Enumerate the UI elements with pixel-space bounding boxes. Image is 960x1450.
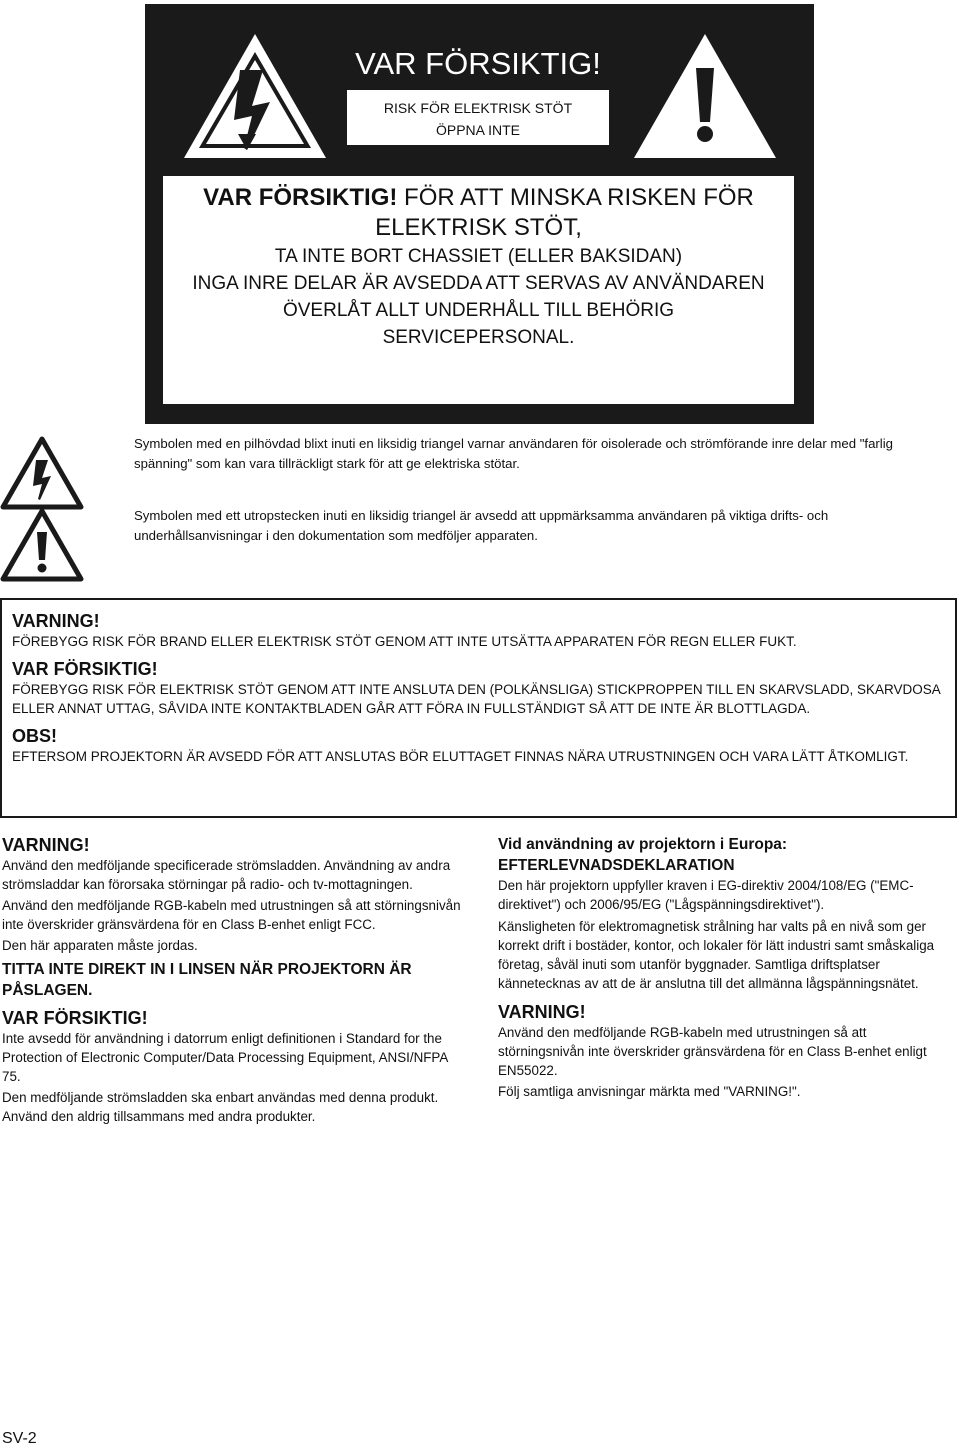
left-heading-caution: VAR FÖRSIKTIG! [2,1008,148,1028]
left-heading-warning: VARNING! [2,835,90,855]
lightning-symbol-description: Symbolen med en pilhövdad blixt inuti en liksidig triangel varnar användaren för oisolerade och strömförande inre delar med "farlig spänning" som kan vara tillräckligt stark för att ge elektriska stötar. [134,436,893,471]
left-paragraph-4: Inte avsedd för användning i datorrum enligt definitionen i Standard for the Protection of Electronic Computer/Data Processing Equipment, ANSI/NFPA 75. [2,1031,448,1084]
left-heading-lens: TITTA INTE DIREKT IN I LINSEN NÄR PROJEKTORN ÄR PÅSLAGEN. [2,961,412,999]
page-number: SV-2 [2,1430,37,1447]
right-heading-declaration: EFTERLEVNADSDEKLARATION [498,857,735,874]
left-paragraph-2: Använd den medföljande RGB-kabeln med utrustningen så att störningsnivån inte överskrider gränsvärdena för en Class B-enhet enligt FCC. [2,898,461,932]
right-heading-warning: VARNING! [498,1002,586,1022]
caution-line-1: FÖR ATT MINSKA RISKEN FÖR [397,184,754,211]
right-paragraph-2: Känsligheten för elektromagnetisk strålning har valts på en nivå som ger korrekt drift i bostäder, kontor, och lokaler för lätt industri samt småskaliga företag, såväl inuti som utanför byggnader. Samtliga driftsplatser kännetecknas av att de är anslutna till det allmänna lågspänningsnätet. [498,919,935,991]
label-line-2: ÖPPNA INTE [435,122,521,138]
left-paragraph-3: Den här apparaten måste jordas. [2,938,198,953]
caution-text [163,183,794,351]
frame-heading-caution: VAR FÖRSIKTIG! [12,658,158,679]
caution-line-6: SERVICEPERSONAL. [382,327,575,348]
warning-frame-content [12,610,942,766]
left-paragraph-1: Använd den medföljande specificerade strömsladden. Användning av andra strömsladdar kan förorsaka störningar på radio- och tv-mottagningen. [2,858,451,892]
label-title: VAR FÖRSIKTIG! [347,38,609,90]
frame-heading-warning: VARNING! [12,611,100,631]
frame-text-warning: FÖREBYGG RISK FÖR BRAND ELLER ELEKTRISK STÖT GENOM ATT INTE UTSÄTTA APPARATEN FÖR REGN ELLER FUKT. [12,634,797,649]
lightning-warning-icon [180,30,330,162]
right-paragraph-1: Den här projektorn uppfyller kraven i EG-direktiv 2004/108/EG ("EMC-direktivet") och 2006/95/EG ("Lågspänningsdirektivet"). [498,878,914,912]
caution-bold: VAR FÖRSIKTIG! [203,184,398,211]
left-paragraph-5: Den medföljande strömsladden ska enbart användas med denna produkt. Använd den aldrig tillsammans med andra produkter. [2,1090,439,1124]
frame-text-caution: FÖREBYGG RISK FÖR ELEKTRISK STÖT GENOM ATT INTE ANSLUTA DEN (POLKÄNSLIGA) STICKPROPPEN TILL EN SKARVSLADD, SKARVDOSA ELLER ANNAT UTTAG, SÅVIDA INTE KONTAKTBLADEN GÅR ATT FÖRA IN FULLSTÄNDIGT SÅ ATT DE INTE ÄR BLOTTLAGDA. [12,681,940,716]
frame-heading-note: OBS! [12,725,57,746]
caution-line-4: INGA INRE DELAR ÄR AVSEDDA ATT SERVAS AV ANVÄNDAREN [192,273,765,294]
exclamation-symbol-description: Symbolen med ett utropstecken inuti en liksidig triangel är avsedd att uppmärksamma användaren på viktiga drifts- och underhållsanvisningar i den dokumentation som medföljer apparaten. [134,508,829,543]
frame-text-note: EFTERSOM PROJEKTORN ÄR AVSEDD FÖR ATT ANSLUTAS BÖR ELUTTAGET FINNAS NÄRA UTRUSTNINGEN OCH VARA LÄTT ÅTKOMLIGT. [12,748,909,764]
right-paragraph-3: Använd den medföljande RGB-kabeln med utrustningen så att störningsnivån inte överskrider gränsvärdena för en Class B-enhet enligt EN55022. [498,1025,927,1078]
caution-line-3: TA INTE BORT CHASSIET (ELLER BAKSIDAN) [274,246,683,267]
exclamation-warning-icon [630,30,780,162]
left-column [2,834,462,1126]
right-column [498,834,954,1101]
right-paragraph-4: Följ samtliga anvisningar märkta med "VARNING!". [498,1084,801,1099]
small-exclamation-icon [0,508,84,582]
caution-label [347,38,609,145]
small-lightning-icon [0,436,84,510]
caution-line-5: ÖVERLÅT ALLT UNDERHÅLL TILL BEHÖRIG [282,300,675,321]
caution-line-2: ELEKTRISK STÖT, [375,214,582,241]
label-line-1: RISK FÖR ELEKTRISK STÖT [383,100,573,116]
right-heading-europe: Vid användning av projektorn i Europa: [498,836,788,853]
